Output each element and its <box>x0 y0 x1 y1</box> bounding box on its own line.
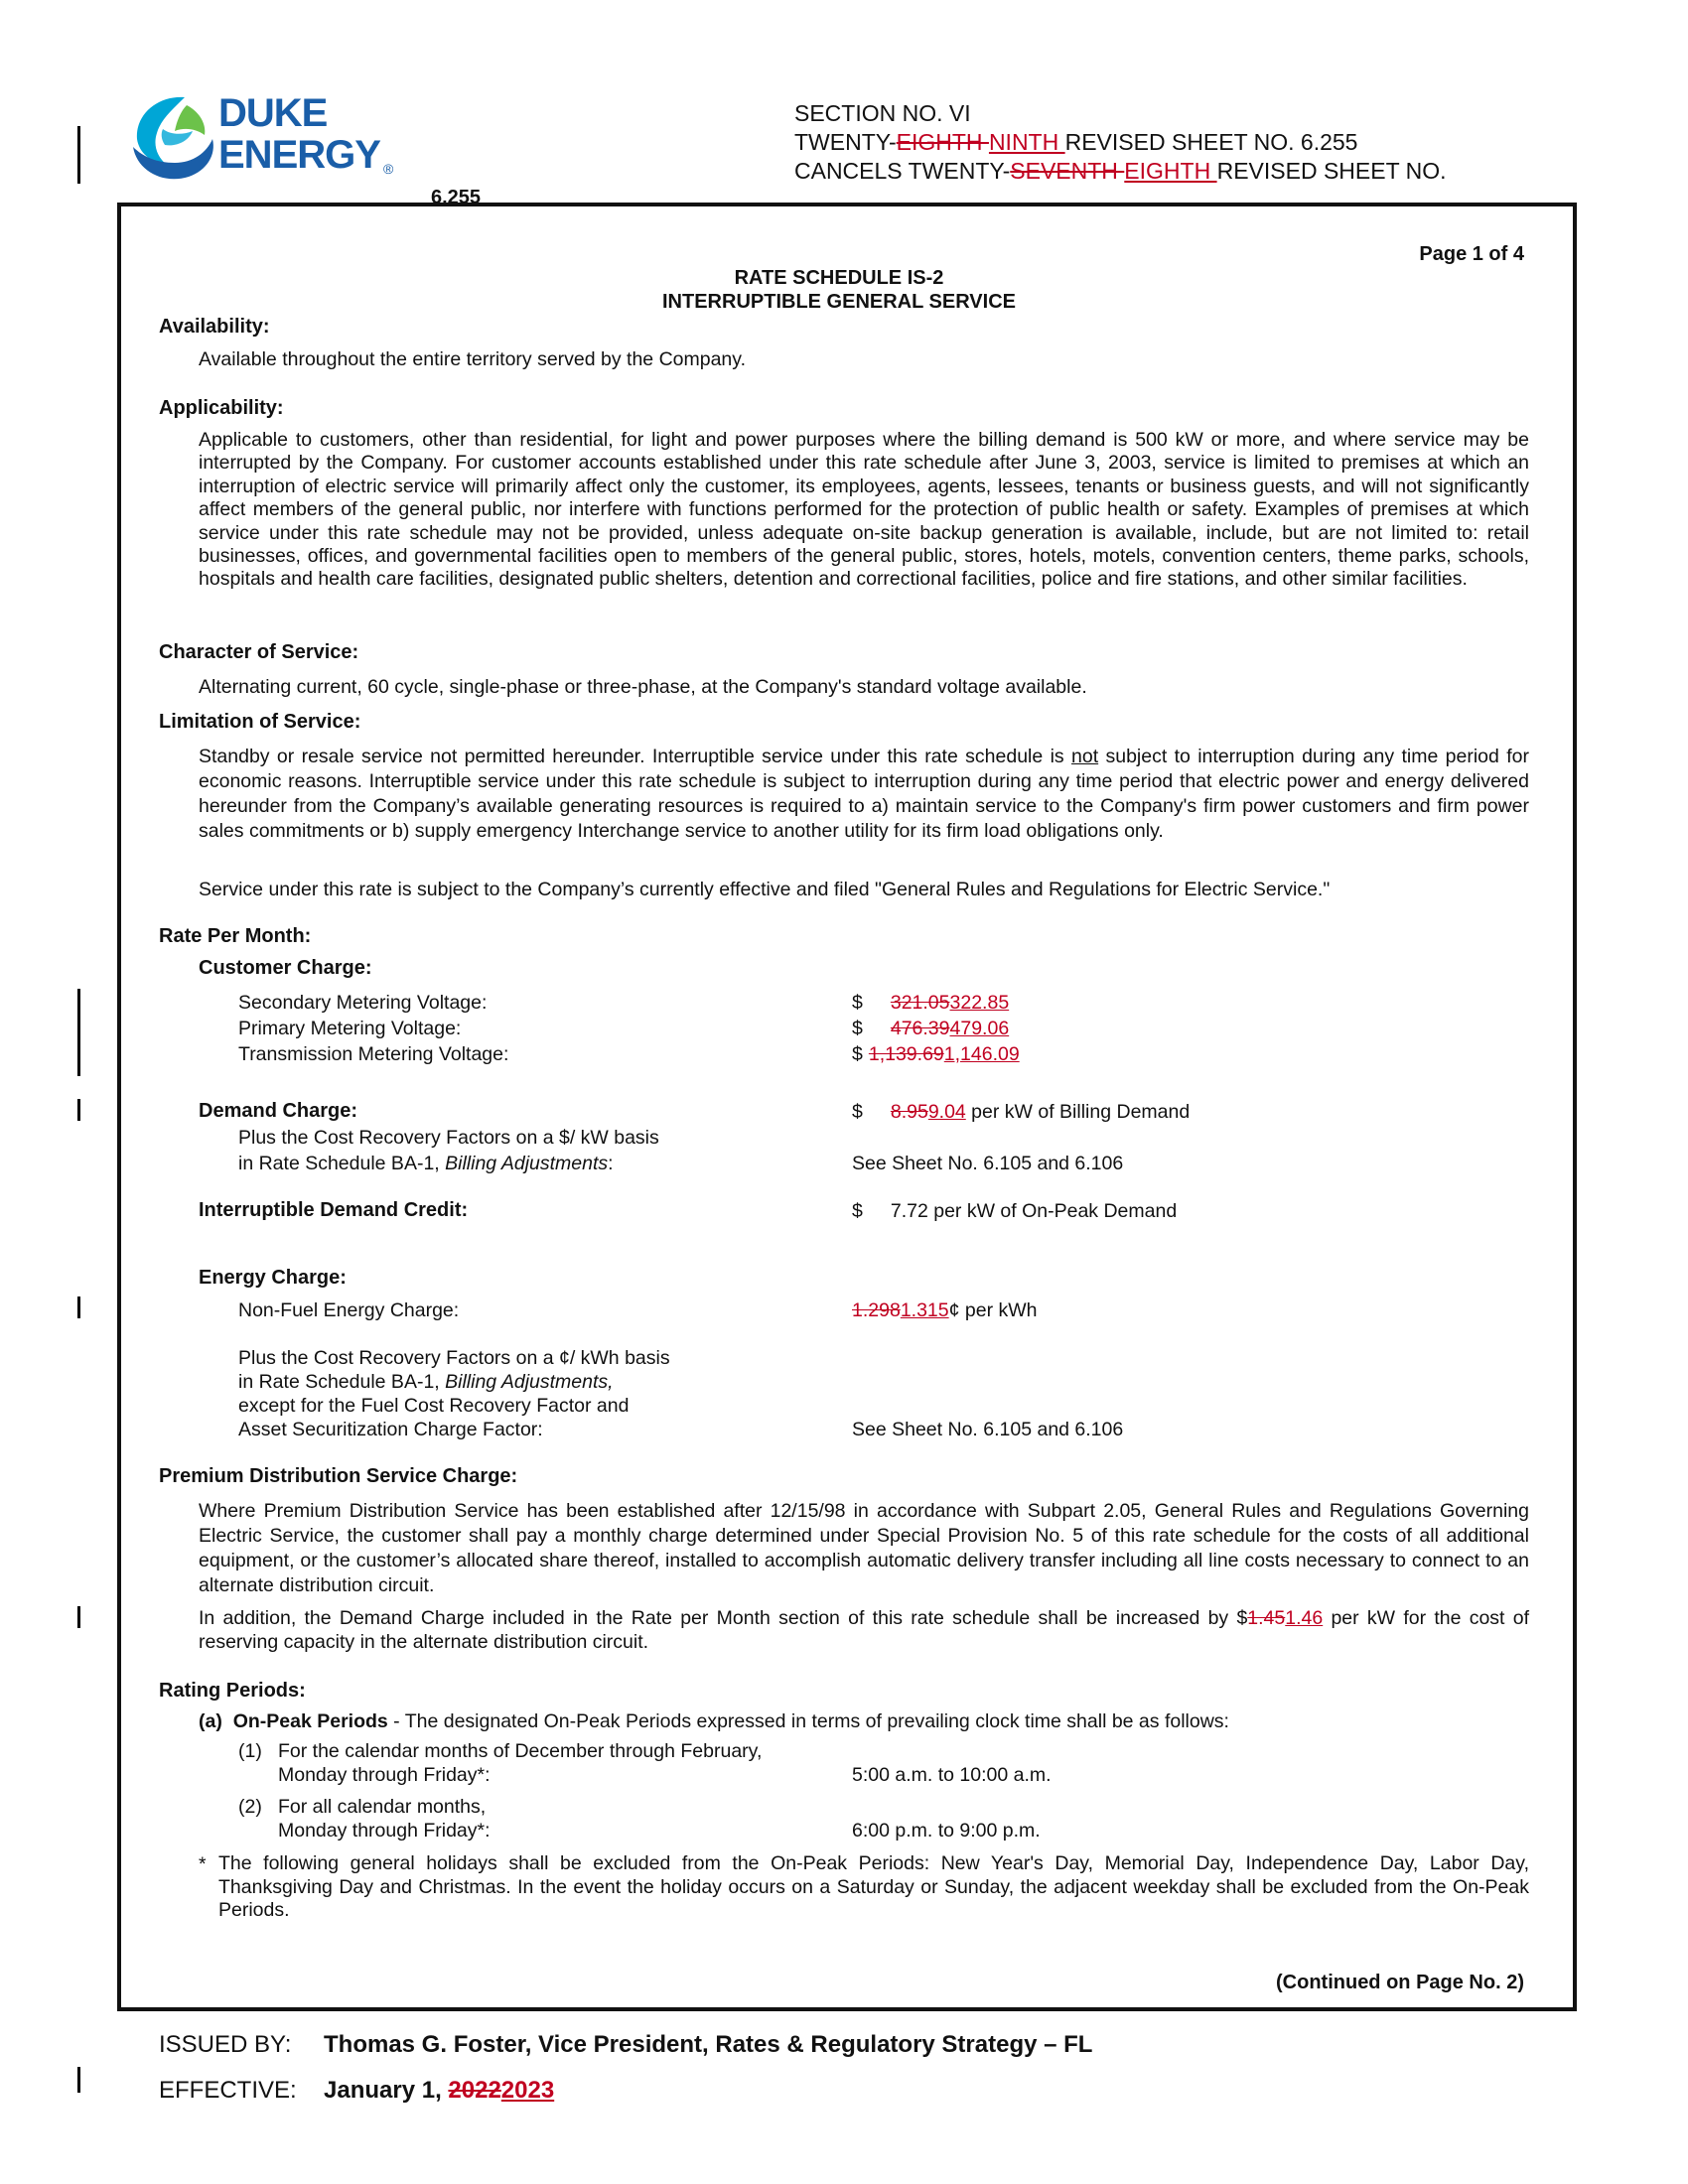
energy-charge-sub3: except for the Fuel Cost Recovery Factor and <box>238 1395 630 1417</box>
revised-sheet-line <box>794 128 1447 157</box>
effective-date <box>159 2077 554 2105</box>
customer-charge-value-primary <box>852 1017 1009 1040</box>
text: TWENTY- <box>794 129 897 155</box>
on-peak-title: On-Peak Periods <box>232 1710 388 1732</box>
premium-heading: Premium Distribution Service Charge: <box>159 1465 518 1487</box>
inserted-text: 479.06 <box>949 1018 1010 1039</box>
text: subject to interruption during any time period for economic reasons. Interruptible service under this rate schedule is subject to interruption during any time period that electric power and energy delivered hereunder from the Company’s available generating resources is required to a) maintain service to the Company's firm power customers and firm power sales commitments or b) supply emergency Interchange service to another utility for its firm load obligations only. <box>199 746 1529 842</box>
inserted-text: NINTH <box>988 129 1065 155</box>
period-item-1-time: 5:00 a.m. to 10:00 a.m. <box>852 1764 1052 1786</box>
text: : <box>608 1153 614 1174</box>
logo-mark-icon <box>127 91 218 187</box>
energy-charge-value <box>852 1298 1038 1322</box>
sheet-number-wrap: 6.255 <box>431 187 482 208</box>
text: in Rate Schedule BA-1, <box>238 1371 446 1393</box>
unit: ¢ per kWh <box>948 1299 1038 1321</box>
currency: $ <box>852 1018 863 1039</box>
deleted-text: 2022 <box>448 2077 501 2104</box>
deleted-text: 321.05 <box>890 992 950 1014</box>
text: per kW for the cost of reserving capacity in the alternate distribution circuit. <box>199 1607 1529 1653</box>
customer-charge-heading: Customer Charge: <box>199 957 372 979</box>
effective-prefix: January 1, <box>324 2077 449 2104</box>
demand-charge-sub1: Plus the Cost Recovery Factors on a $/ kW basis <box>238 1127 659 1149</box>
limitation-text-2: Service under this rate is subject to the Company’s currently effective and filed "General Rules and Regulations for Electric Service." <box>199 879 1331 900</box>
inserted-text: 1.46 <box>1285 1607 1324 1629</box>
issued-by <box>159 2031 1092 2059</box>
customer-charge-label-transmission: Transmission Metering Voltage: <box>238 1043 509 1065</box>
applicability-text: Applicable to customers, other than residential, for light and power purposes where the billing demand is 500 kW or more, and where service may be interrupted by the Company. For customer accounts established under this rate schedule after June 3, 2003, service is limited to premises at which an interruption of electric service will primarily affect only the customer, its employees, agents, lessees, tenants or business guests, and will not significantly affect members of the general public, nor interfere with functions performed for the protection of public health or safety. Examples of premises at which service under this rate schedule may not be provided, unless adequate on-site backup generation is available, include, but are not limited to: retail businesses, offices, and governmental facilities open to members of the general public, stores, hotels, motels, convention centers, theme parks, schools, hospitals and health care facilities, designated public shelters, detention and correctional facilities, police and fire stations, and other similar facilities. <box>199 429 1529 591</box>
change-bar <box>77 989 80 1076</box>
deleted-text: 1.298 <box>852 1299 901 1321</box>
currency: $ <box>852 1043 863 1065</box>
customer-charge-value-transmission <box>852 1042 1020 1066</box>
text: In addition, the Demand Charge included in the Rate per Month section of this rate schedule shall be increased by $ <box>199 1607 1248 1629</box>
period-item-2-line2: Monday through Friday*: <box>278 1820 491 1842</box>
customer-charge-label-primary: Primary Metering Voltage: <box>238 1018 462 1039</box>
inserted-text: 2023 <box>500 2077 555 2104</box>
change-bar <box>77 1099 80 1121</box>
demand-charge-value <box>852 1100 1190 1124</box>
applicability-heading: Applicability: <box>159 397 284 419</box>
energy-charge-heading: Energy Charge: <box>199 1267 347 1289</box>
deleted-text: SEVENTH <box>1010 158 1125 184</box>
energy-charge-sub1: Plus the Cost Recovery Factors on a ¢/ kWh basis <box>238 1347 670 1369</box>
issued-label: ISSUED BY: <box>159 2031 292 2058</box>
character-heading: Character of Service: <box>159 641 359 663</box>
inserted-text: 1.315 <box>900 1299 949 1321</box>
deleted-text: EIGHTH <box>896 129 989 155</box>
change-bar <box>77 126 80 184</box>
currency: $ <box>852 1101 863 1123</box>
on-peak-label <box>199 1709 1229 1733</box>
availability-text: Available throughout the entire territory served by the Company. <box>199 348 746 370</box>
text: in Rate Schedule BA-1, <box>238 1153 446 1174</box>
customer-charge-label-secondary: Secondary Metering Voltage: <box>238 992 488 1014</box>
inserted-text: 322.85 <box>949 992 1010 1014</box>
availability-heading: Availability: <box>159 316 270 338</box>
rate-schedule-title <box>159 266 1519 314</box>
energy-charge-see: See Sheet No. 6.105 and 6.106 <box>852 1419 1124 1440</box>
change-bar <box>77 2067 80 2093</box>
limitation-text <box>199 745 1529 844</box>
inserted-text: 1,146.09 <box>943 1043 1020 1065</box>
change-bar <box>77 1606 80 1628</box>
energy-charge-sub2 <box>238 1370 614 1394</box>
continued-note: (Continued on Page No. 2) <box>1276 1972 1524 1993</box>
period-item-2-time: 6:00 p.m. to 9:00 p.m. <box>852 1820 1041 1842</box>
logo-line1: DUKE <box>218 91 328 135</box>
demand-charge-sub2 <box>238 1152 614 1175</box>
demand-charge-see: See Sheet No. 6.105 and 6.106 <box>852 1153 1124 1174</box>
limitation-heading: Limitation of Service: <box>159 711 361 733</box>
text: REVISED SHEET NO. 6.255 <box>1064 129 1358 155</box>
title-line1: RATE SCHEDULE IS-2 <box>734 267 944 289</box>
text: CANCELS TWENTY- <box>794 158 1011 184</box>
sheet-header <box>794 99 1447 186</box>
interruptible-credit-heading: Interruptible Demand Credit: <box>199 1199 469 1221</box>
inserted-text: 9.04 <box>927 1101 966 1123</box>
demand-charge-heading: Demand Charge: <box>199 1100 358 1122</box>
period-item-2-num: (2) <box>238 1796 262 1818</box>
currency: $ <box>852 1200 863 1222</box>
premium-text: Where Premium Distribution Service has been established after 12/15/98 in accordance with Subpart 2.05, General Rules and Regulations Governing Electric Service, the customer shall pay a monthly charge determined under Special Provision No. 5 of this rate schedule for the costs of all additional equipment, or the customer’s allocated share thereof, installed to accomplish automatic delivery transfer including all line costs necessary to connect to an alternate distribution circuit. <box>199 1500 1529 1596</box>
holiday-note-star: * <box>199 1853 207 1875</box>
text: - The designated On-Peak Periods expressed in terms of prevailing clock time shall be as follows: <box>387 1710 1229 1732</box>
holiday-note: The following general holidays shall be excluded from the On-Peak Periods: New Year's Day, Memorial Day, Independence Day, Labor Day, Thanksgiving Day and Christmas. In the event the holiday occurs on a Saturday or Sunday, the adjacent weekday shall be excluded from the On-Peak Periods. <box>218 1852 1529 1921</box>
section-number: SECTION NO. VI <box>794 100 971 126</box>
deleted-text: 8.95 <box>890 1101 928 1123</box>
inserted-text: EIGHTH <box>1124 158 1217 184</box>
text: Standby or resale service not permitted hereunder. Interruptible service under this rate schedule is <box>199 746 1072 767</box>
deleted-text: 476.39 <box>890 1018 950 1039</box>
effective-label: EFFECTIVE: <box>159 2077 297 2104</box>
duke-energy-logo <box>127 91 425 191</box>
character-text: Alternating current, 60 cycle, single-phase or three-phase, at the Company's standard voltage available. <box>199 676 1087 698</box>
period-item-1-num: (1) <box>238 1740 262 1762</box>
issued-value: Thomas G. Foster, Vice President, Rates & Regulatory Strategy – FL <box>324 2031 1093 2058</box>
text: 7.72 per kW of On-Peak Demand <box>890 1200 1178 1222</box>
title-line2: INTERRUPTIBLE GENERAL SERVICE <box>662 291 1016 313</box>
energy-charge-sub4: Asset Securitization Charge Factor: <box>238 1419 543 1440</box>
period-item-2-line1: For all calendar months, <box>278 1796 487 1818</box>
logo-line2: ENERGY <box>218 133 380 177</box>
period-item-1-line1: For the calendar months of December through February, <box>278 1740 763 1762</box>
change-bar <box>77 1297 80 1318</box>
period-item-1-line2: Monday through Friday*: <box>278 1764 491 1786</box>
rate-heading: Rate Per Month: <box>159 925 312 947</box>
interruptible-credit-value <box>852 1199 1177 1223</box>
deleted-text: 1.45 <box>1247 1607 1286 1629</box>
italic-text: Billing Adjustments <box>445 1153 609 1174</box>
registered-mark: ® <box>383 161 394 177</box>
customer-charge-value-secondary <box>852 991 1009 1015</box>
premium-text-2 <box>199 1606 1529 1654</box>
page-label: Page 1 of 4 <box>1419 243 1524 265</box>
underlined-text: not <box>1071 746 1099 767</box>
item-letter: (a) <box>199 1710 222 1732</box>
italic-text: Billing Adjustments, <box>445 1371 614 1393</box>
currency: $ <box>852 992 863 1014</box>
rating-heading: Rating Periods: <box>159 1680 306 1702</box>
text: REVISED SHEET NO. <box>1216 158 1447 184</box>
energy-charge-label: Non-Fuel Energy Charge: <box>238 1299 460 1321</box>
unit: per kW of Billing Demand <box>965 1101 1191 1123</box>
cancels-sheet-line <box>794 157 1447 186</box>
deleted-text: 1,139.69 <box>868 1043 944 1065</box>
